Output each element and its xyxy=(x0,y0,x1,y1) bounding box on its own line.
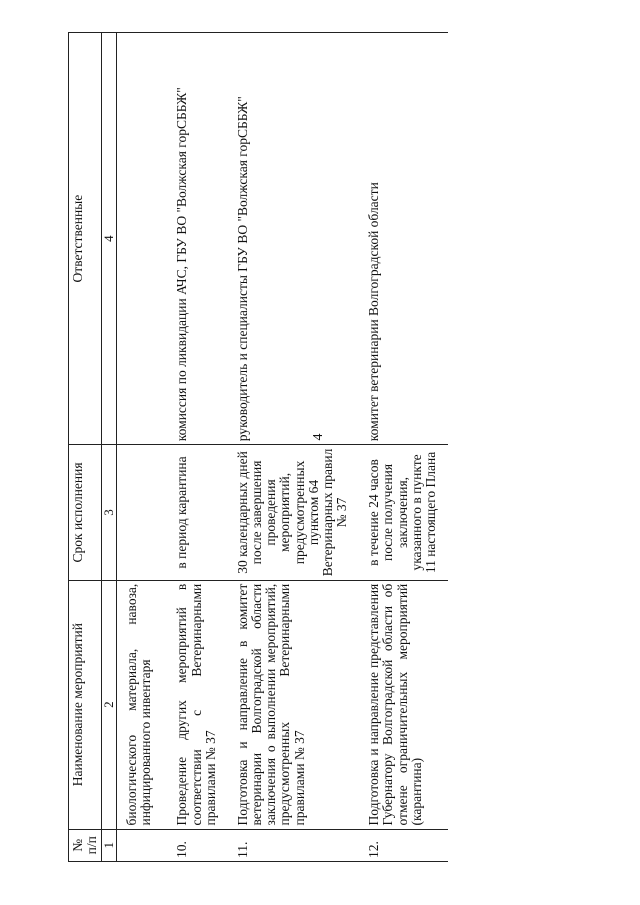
row-number: 12. xyxy=(359,829,448,861)
rotated-sheet xyxy=(68,32,608,862)
row-number: 11. xyxy=(228,829,359,861)
column-number: 2 xyxy=(102,580,117,829)
table-row xyxy=(228,33,359,862)
page-number: 4 xyxy=(311,433,326,441)
column-number-row xyxy=(102,33,117,862)
header-term: Срок исполнения xyxy=(69,445,102,581)
row-responsible: комитет ветеринарии Волгоградской области xyxy=(359,33,448,445)
row-term: в период карантина xyxy=(167,445,228,581)
table-header-row xyxy=(69,33,102,862)
row-responsible xyxy=(116,33,167,445)
column-number: 1 xyxy=(102,829,117,861)
row-term xyxy=(116,445,167,581)
header-name: Наименование мероприятий xyxy=(69,580,102,829)
row-name: Проведение других мероприятий в соответствии с Ветеринарными правилами № 37 xyxy=(167,580,228,829)
row-name: Подготовка и направление в комитет ветеринарии Волгоградской области заключения о выполнении мероприятий, предусмотренных Ветеринарными правилами № 37 xyxy=(228,580,359,829)
row-number: 10. xyxy=(167,829,228,861)
table-row xyxy=(359,33,448,862)
column-number: 4 xyxy=(102,33,117,445)
column-number: 3 xyxy=(102,445,117,581)
row-term: 30 календарных дней после завершения проведения мероприятий, предусмотренных пунктом 64 Ветеринарных правил № 37 xyxy=(228,445,359,581)
row-number xyxy=(116,829,167,861)
row-responsible: комиссия по ликвидации АЧС, ГБУ ВО "Волжская горСББЖ" xyxy=(167,33,228,445)
row-name: биологического материала, навоза, инфицированного инвентаря xyxy=(116,580,167,829)
row-name: Подготовка и направление представления Губернатору Волгоградской области об отмене ограничительных мероприятий (карантина) xyxy=(359,580,448,829)
header-responsible: Ответственные xyxy=(69,33,102,445)
table-row xyxy=(167,33,228,862)
header-number: № п/п xyxy=(69,829,102,861)
table-row xyxy=(116,33,167,862)
measures-table xyxy=(68,32,448,862)
row-term: в течение 24 часов после получения заключения, указанного в пункте 11 настоящего Плана xyxy=(359,445,448,581)
row-responsible: руководитель и специалисты ГБУ ВО "Волжская горСББЖ" xyxy=(228,33,359,445)
